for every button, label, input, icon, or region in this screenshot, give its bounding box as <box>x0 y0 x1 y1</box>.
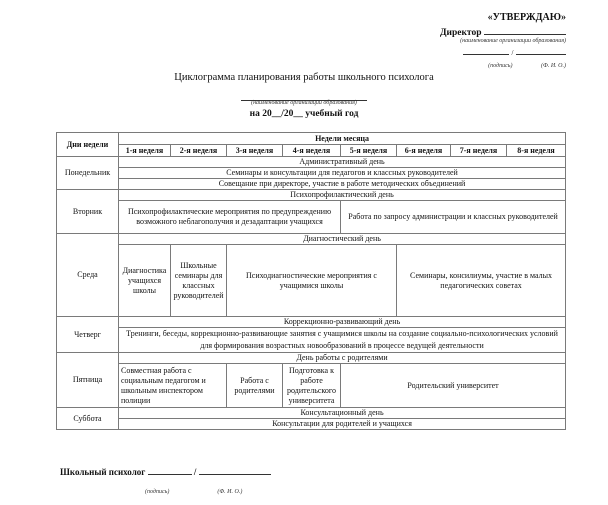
weeks-header: Недели месяца <box>119 133 566 145</box>
friday-title: День работы с родителями <box>119 353 566 364</box>
wednesday-title: Диагностический день <box>119 234 566 245</box>
day-wednesday: Среда <box>57 234 119 317</box>
week-2: 2-я неделя <box>171 145 227 157</box>
wednesday-cell-2: Школьные семинары для классных руководителей <box>171 245 227 317</box>
week-1: 1-я неделя <box>119 145 171 157</box>
saturday-row-2: Консультации для родителей и учащихся <box>119 419 566 430</box>
day-monday: Понедельник <box>57 157 119 190</box>
week-3: 3-я неделя <box>227 145 283 157</box>
day-header: Дни недели <box>57 133 119 157</box>
footer-notes <box>145 480 242 498</box>
day-thursday: Четверг <box>57 317 119 353</box>
monday-row-3: Совещание при директоре, участие в работе методических объединений <box>119 179 566 190</box>
psychologist-signature <box>60 466 271 477</box>
approval-header: «УТВЕРЖДАЮ» <box>487 12 566 23</box>
week-6: 6-я неделя <box>397 145 451 157</box>
day-friday: Пятница <box>57 353 119 408</box>
approval-block <box>440 12 566 70</box>
wednesday-cell-1: Диагностика учащихся школы <box>119 245 171 317</box>
footer-signature-line <box>148 466 192 475</box>
week-8: 8-я неделя <box>507 145 566 157</box>
day-saturday: Суббота <box>57 408 119 430</box>
school-year: на 20__/20__ учебный год <box>249 109 359 119</box>
friday-cell-2: Работа с родителями <box>227 364 283 408</box>
cyclogram-table <box>56 132 566 430</box>
footer-signature-note: (подпись) <box>145 489 170 495</box>
tuesday-cell-2: Работа по запросу администрации и классных руководителей <box>341 201 566 234</box>
thursday-title: Коррекционно-развивающий день <box>119 317 566 328</box>
week-4: 4-я неделя <box>283 145 341 157</box>
document-org-note: (наименование организации образования) <box>251 100 357 106</box>
approval-name-note: (Ф. И. О.) <box>541 63 566 69</box>
approval-org-note: (наименование организации образования) <box>460 38 566 44</box>
psychologist-label: Школьный психолог <box>60 467 146 477</box>
director-label: Директор <box>439 28 482 38</box>
week-7: 7-я неделя <box>451 145 507 157</box>
name-line <box>516 46 566 55</box>
saturday-title: Консультационный день <box>119 408 566 419</box>
week-5: 5-я неделя <box>341 145 397 157</box>
tuesday-title: Психопрофилактический день <box>119 190 566 201</box>
approval-signature-note: (подпись) <box>488 63 513 69</box>
friday-cell-1: Совместная работа с социальным педагогом и школьным инспектором полиции <box>119 364 227 408</box>
day-tuesday: Вторник <box>57 190 119 234</box>
tuesday-cell-1: Психопрофилактические мероприятия по предупреждению возможного неблагополучия и дезадаптации учащихся <box>119 201 341 234</box>
monday-row-2: Семинары и консультации для педагогов и классных руководителей <box>119 168 566 179</box>
slash: / <box>511 49 514 57</box>
wednesday-cell-4: Семинары, консилиумы, участие в малых педагогических советах <box>397 245 566 317</box>
footer-slash: / <box>193 467 197 477</box>
signature-line <box>463 46 509 55</box>
thursday-text: Тренинги, беседы, коррекционно-развивающие занятия с учащимися школы на создание социально-психологических условий для формирования возрастных новообразований в процессе ведущей деятельности <box>119 328 566 353</box>
director-line <box>484 26 566 35</box>
wednesday-cell-3: Психодиагностические мероприятия с учащимися школы <box>227 245 397 317</box>
friday-cell-3: Подготовка к работе родительского университета <box>283 364 341 408</box>
footer-name-note: (Ф. И. О.) <box>217 489 243 495</box>
friday-cell-4: Родительский университет <box>341 364 566 408</box>
footer-name-line <box>199 466 271 475</box>
monday-title: Административный день <box>119 157 566 168</box>
document-title: Циклограмма планирования работы школьного психолога <box>174 72 434 83</box>
